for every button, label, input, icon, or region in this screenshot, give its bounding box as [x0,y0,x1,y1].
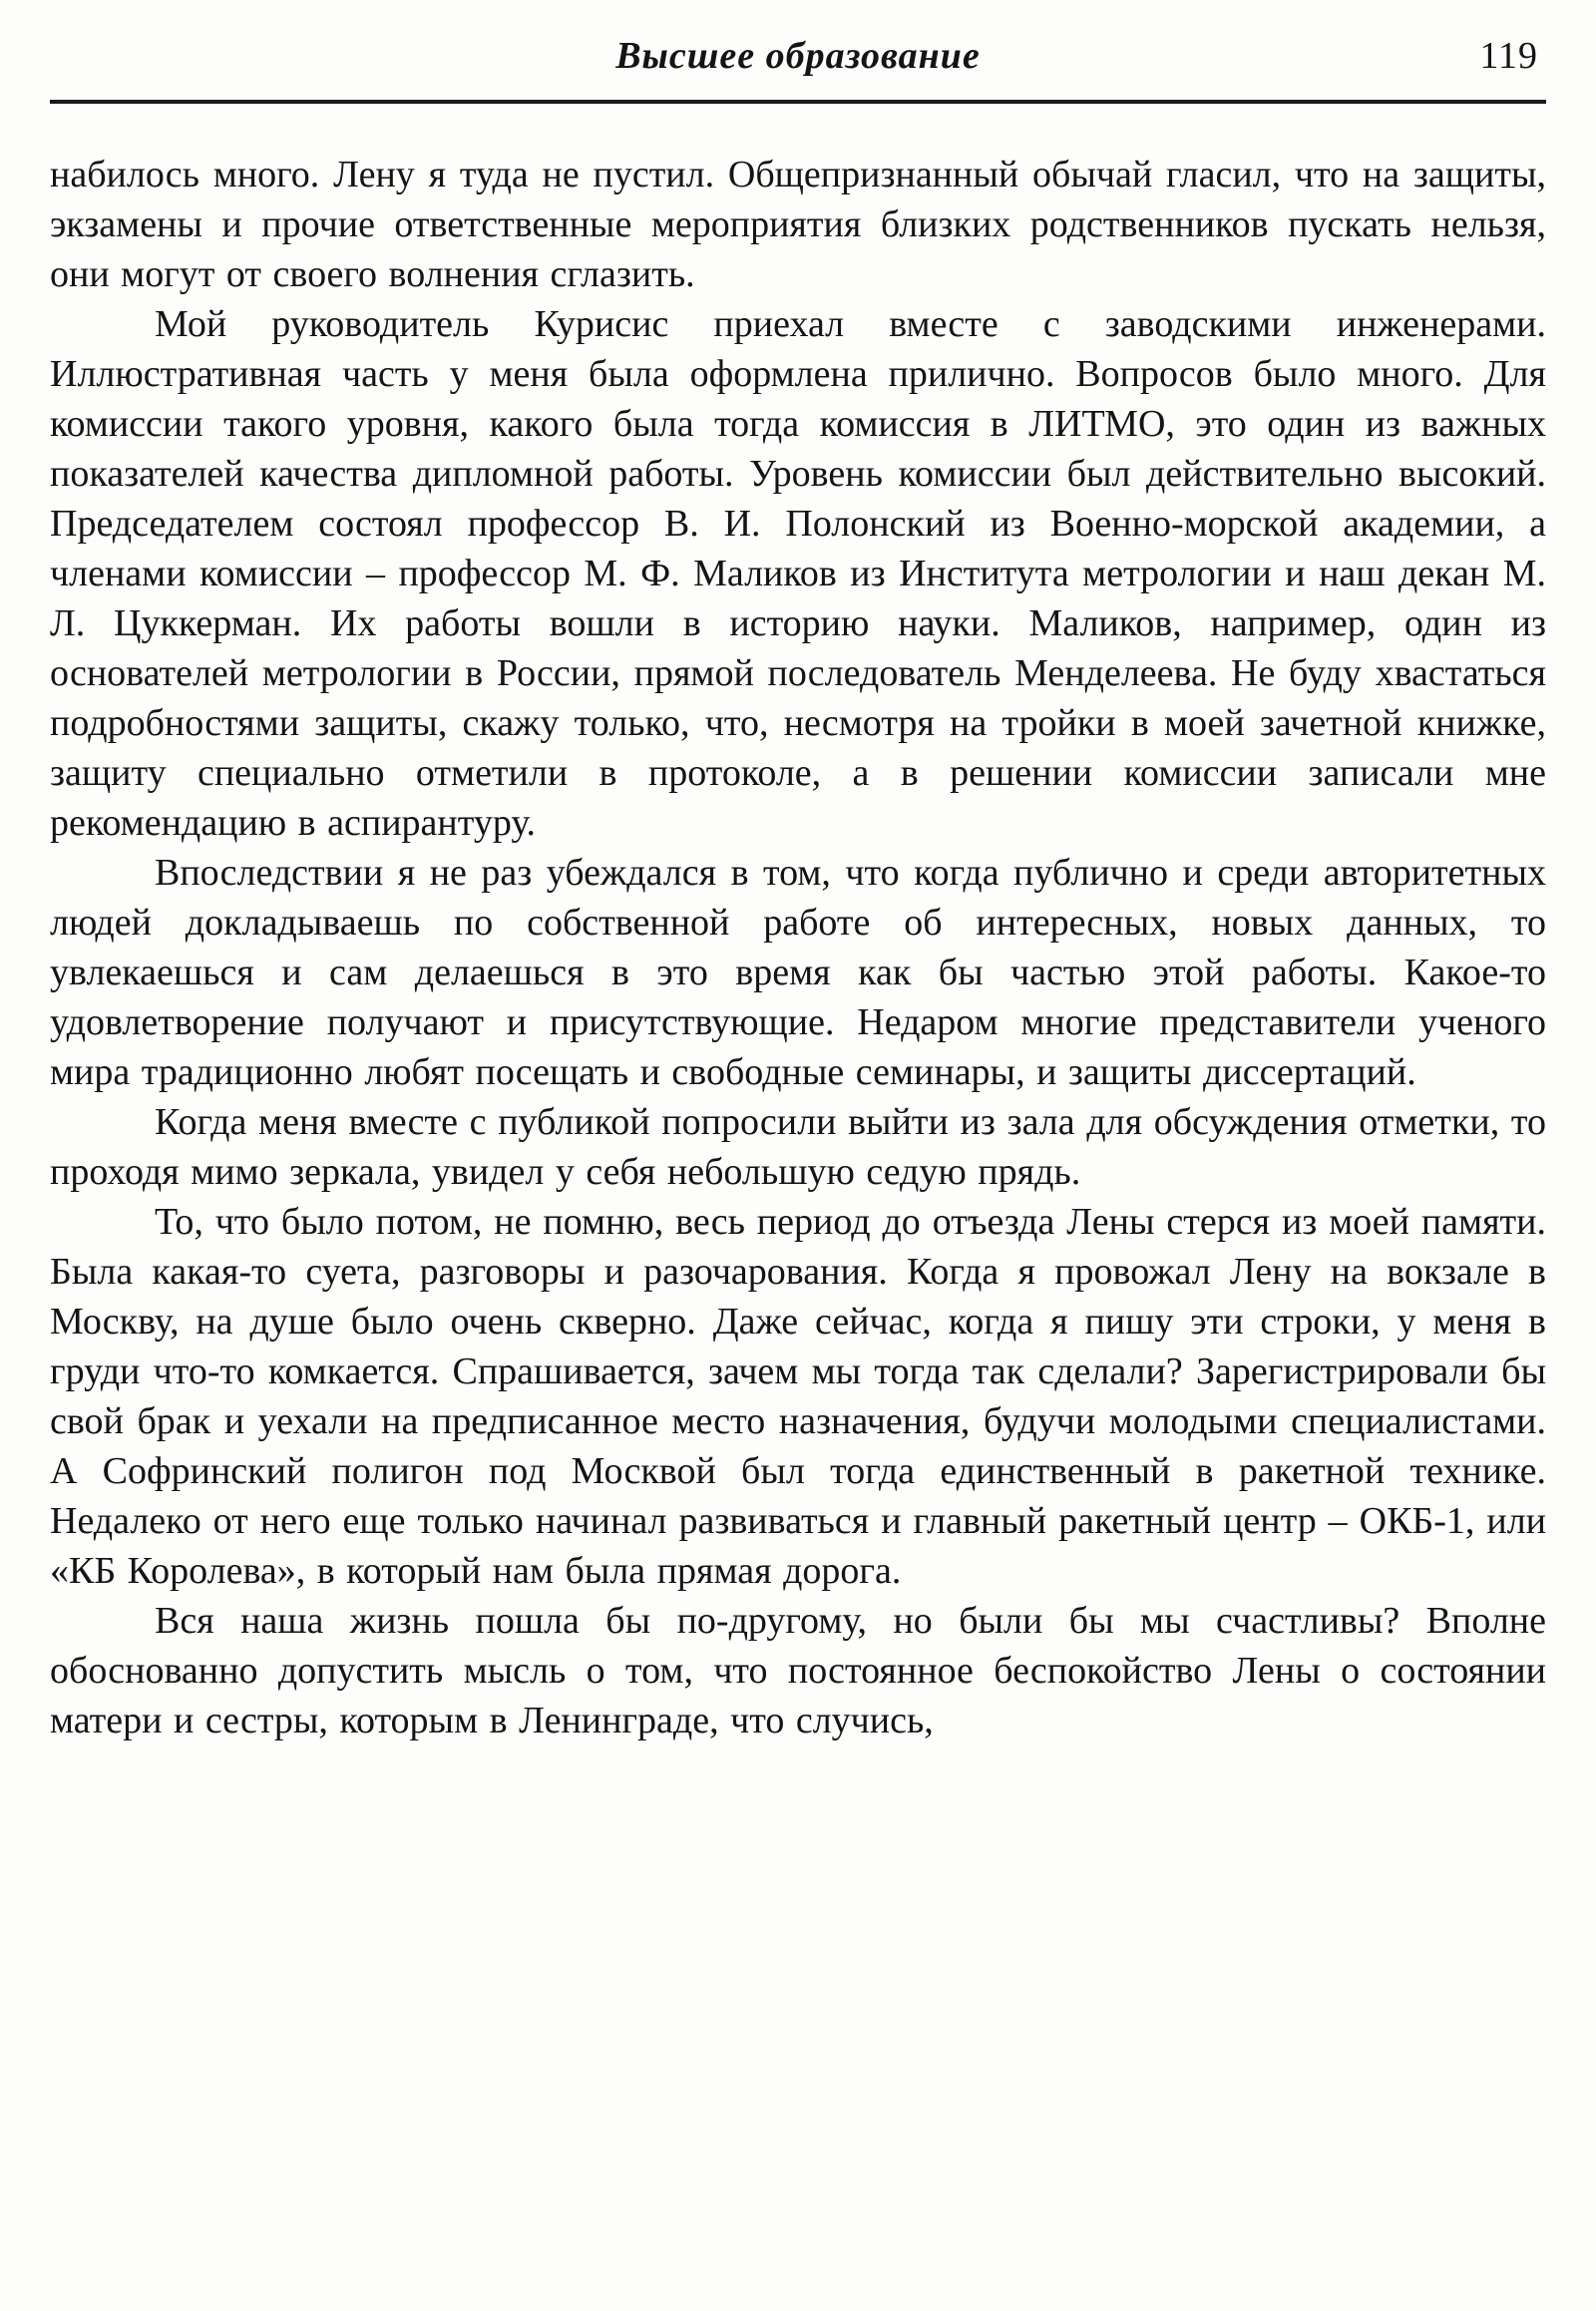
paragraph: набилось много. Лену я туда не пустил. Общепризнанный обычай гласил, что на защиты, экзамены и прочие ответственные мероприятия близких родственников пускать нельзя, они могут от своего волнения сглазить. [50,154,1546,295]
page-number: 119 [1479,35,1538,77]
paragraph: Впоследствии я не раз убеждался в том, что когда публично и среди авторитетных людей докладываешь по собственной работе об интересных, новых данных, то увлекаешься и сам делаешься в это время как бы частью этой работы. Какое-то удовлетворение получают и присутствующие. Недаром многие представители ученого мира традиционно любят посещать и свободные семинары, и защиты диссертаций. [50,852,1546,1093]
running-header-title: Высшее образование [615,35,981,77]
header-rule [50,100,1546,104]
paragraph: То, что было потом, не помню, весь период до отъезда Лены стерся из моей памяти. Была какая-то суета, разговоры и разочарования. Когда я провожал Лену на вокзале в Москву, на душе было очень скверно. Даже сейчас, когда я пишу эти строки, у меня в груди что-то комкается. Спрашивается, зачем мы тогда так сделали? Зарегистрировали бы свой брак и уехали на предписанное место назначения, будучи молодыми специалистами. А Софринский полигон под Москвой был тогда единственный в ракетной технике. Недалеко от него еще только начинал развиваться и главный ракетный центр – ОКБ-1, или «КБ Королева», в который нам была прямая дорога. [50,1201,1546,1592]
paragraph: Мой руководитель Курисис приехал вместе с заводскими инженерами. Иллюстративная часть у меня была оформлена прилично. Вопросов было много. Для комиссии такого уровня, какого была тогда комиссия в ЛИТМО, это один из важных показателей качества дипломной работы. Уровень комиссии был действительно высокий. Председателем состоял профессор В. И. Полонский из Военно-морской академии, а членами комиссии – профессор М. Ф. Маликов из Института метрологии и наш декан М. Л. Цуккерман. Их работы вошли в историю науки. Маликов, например, один из основателей метрологии в России, прямой последователь Менделеева. Не буду хвастаться подробностями защиты, скажу только, что, несмотря на тройки в моей зачетной книжке, защиту специально отметили в протоколе, а в решении комиссии записали мне рекомендацию в аспирантуру. [50,303,1546,844]
page-body [50,150,1546,1745]
paragraph: Вся наша жизнь пошла бы по-другому, но были бы мы счастливы? Вполне обоснованно допустить мысль о том, что постоянное беспокойство Лены о состоянии матери и сестры, которым в Ленинграде, что случись, [50,1600,1546,1741]
running-header [50,34,1546,94]
paragraph: Когда меня вместе с публикой попросили выйти из зала для обсуждения отметки, то проходя мимо зеркала, увидел у себя небольшую седую прядь. [50,1101,1546,1193]
